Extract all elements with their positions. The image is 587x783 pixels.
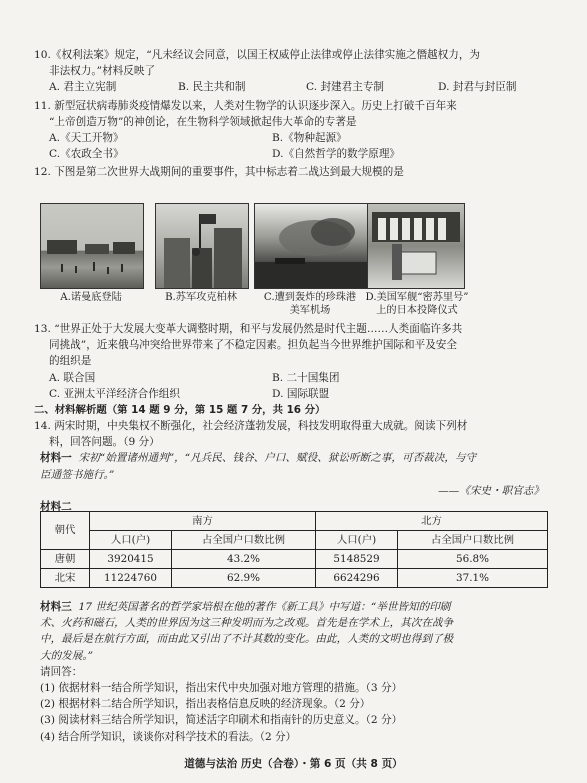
caption-c-line2: 美军机场 [289, 305, 331, 316]
photo-soviet-berlin[interactable] [155, 203, 249, 289]
q13-stem-3: 的组织是 [49, 355, 92, 368]
header-north: 北方 [316, 512, 548, 531]
q11-option-b[interactable]: B.《物种起源》 [272, 132, 347, 145]
header-dynasty: 朝代 [41, 512, 90, 550]
page-footer: 道德与法治 历史（合卷）・第 6 页（共 8 页） [184, 758, 403, 770]
cell-north-ratio: 37.1% [398, 569, 548, 588]
photo-pearl-harbor[interactable] [254, 203, 368, 289]
question-12 [34, 164, 564, 180]
material-3 [34, 599, 564, 745]
q13-option-c[interactable]: C. 亚洲太平洋经济合作组织 [49, 387, 180, 400]
material-3-line2: 术、火药和磁石，人类的世界因为这三种发明而为之改观。首先是在学术上，其次在战争 [40, 617, 454, 630]
caption-d [357, 291, 477, 317]
sub-question-2: (2) 根据材料二结合所学知识，指出表格信息反映的经济现象。（2 分） [40, 698, 371, 711]
header-north-pop: 人口(户) [316, 531, 398, 550]
q10-option-b[interactable]: B. 民主共和制 [178, 81, 246, 94]
q12-image-options [40, 203, 560, 323]
table-header-row-1 [41, 512, 548, 531]
cell-dynasty: 北宋 [41, 569, 90, 588]
q11-option-a[interactable]: A.《天工开物》 [49, 132, 124, 145]
cell-south-ratio: 62.9% [172, 569, 316, 588]
q11-options-row2 [34, 146, 564, 162]
caption-b: B.苏军攻克柏林 [165, 292, 237, 303]
q13-option-d[interactable]: D. 国际联盟 [272, 387, 330, 400]
material-1-text1: 宋初“始置诸州通判”，“凡兵民、钱谷、户口、赋役、狱讼听断之事，可否裁决，与守 [78, 452, 477, 465]
cell-south-pop: 3920415 [90, 550, 172, 569]
material-1-line1 [34, 450, 564, 466]
q14-stem-1: 14. 两宋时期，中央集权不断强化，社会经济蓬勃发展，科技发明取得重大成就。阅读下列材 [34, 420, 468, 432]
q10-option-d[interactable]: D. 封君与封臣制 [438, 81, 517, 94]
material-2-label: 材料二 [40, 501, 72, 514]
question-10 [34, 47, 564, 95]
q11-options-row1 [34, 130, 564, 146]
table-row [41, 550, 548, 569]
q13-option-a[interactable]: A. 联合国 [49, 371, 96, 384]
material-1-label: 材料一 [40, 452, 72, 465]
material-1-source: ——《宋史・职官志》 [438, 484, 544, 497]
q13-stem-1: 13. “世界正处于大发展大变革大调整时期，和平与发展仍然是时代主题……人类面临许多共 [34, 323, 463, 335]
cell-north-ratio: 56.8% [398, 550, 548, 569]
material-3-line3: 中，最后是在航行方面，而由此又引出了不计其数的变化。由此，人类的文明也得到了极 [40, 633, 454, 646]
q11-stem-1: 11. 新型冠状病毒肺炎疫情爆发以来，人类对生物学的认识逐步深入。历史上打破千百年来 [34, 100, 457, 112]
q10-option-c[interactable]: C. 封建君主专制 [306, 81, 385, 94]
material-3-line4: 大的发展。” [40, 649, 94, 662]
population-table [40, 511, 548, 588]
q10-stem-2: 非法权力。”材料反映了 [49, 65, 156, 78]
cell-north-pop: 5148529 [316, 550, 398, 569]
q10-option-a[interactable]: A. 君主立宪制 [49, 81, 117, 94]
header-south-pop: 人口(户) [90, 531, 172, 550]
q13-option-b[interactable]: B. 二十国集团 [272, 371, 340, 384]
cell-south-ratio: 43.2% [172, 550, 316, 569]
material-3-label: 材料三 [40, 601, 72, 613]
question-13 [34, 321, 564, 402]
q11-stem-2: “上帝创造万物”的神创论，在生物科学领域掀起伟大革命的专著是 [49, 116, 357, 129]
header-south-ratio: 占全国户口数比例 [172, 531, 316, 550]
q14-stem-2: 料，回答问题。（9 分） [49, 436, 160, 449]
q11-option-d[interactable]: D.《自然哲学的数学原理》 [272, 148, 401, 161]
question-14 [34, 418, 564, 515]
sub-question-4: (4) 结合所学知识，谈谈你对科学技术的看法。（2 分） [40, 730, 297, 743]
q13-stem-2: 同挑战”，近来俄乌冲突给世界带来了不稳定因素。担负起当今世界维护国际和平及安全 [49, 339, 457, 352]
cell-dynasty: 唐朝 [41, 550, 90, 569]
material-3-line1 [34, 599, 564, 615]
cell-south-pop: 11224760 [90, 569, 172, 588]
header-south: 南方 [90, 512, 316, 531]
caption-c [254, 291, 366, 317]
photo-missouri-surrender[interactable] [367, 203, 465, 289]
q13-options-row1 [34, 370, 564, 386]
photo-normandy-landing[interactable] [40, 203, 144, 289]
q10-stem-1: 10.《权利法案》规定，“凡未经议会同意，以国王权威停止法律或停止法律实施之僭越权力，为 [34, 49, 481, 61]
caption-c-line1: C.遭到轰炸的珍珠港 [263, 292, 357, 303]
answer-prompt: 请回答： [40, 665, 83, 678]
caption-d-line1: D.美国军舰“密苏里号” [365, 292, 469, 303]
cell-north-pop: 6624296 [316, 569, 398, 588]
sub-question-3: (3) 阅读材料三结合所学知识，简述活字印刷术和指南针的历史意义。（2 分） [40, 714, 403, 727]
q11-option-c[interactable]: C.《农政全书》 [49, 148, 124, 161]
material-3-text1: 17 世纪英国著名的哲学家培根在他的著作《新工具》中写道：“举世皆知的印刷 [78, 601, 451, 613]
caption-d-line2: 上的日本投降仪式 [376, 305, 458, 316]
q10-options [34, 79, 564, 95]
section-2-heading: 二、材料解析题（第 14 题 9 分，第 15 题 7 分，共 16 分） [34, 404, 326, 416]
table-row [41, 569, 548, 588]
q12-stem: 12. 下图是第二次世界大战期间的重要事件，其中标志着二战达到最大规模的是 [34, 166, 404, 178]
caption-a: A.诺曼底登陆 [60, 292, 122, 303]
question-11 [34, 98, 564, 162]
sub-question-1: (1) 依据材料一结合所学知识，指出宋代中央加强对地方管理的措施。（3 分） [40, 682, 403, 695]
material-1-line2: 臣通签书施行。” [40, 468, 115, 481]
table-header-row-2 [41, 531, 548, 550]
header-north-ratio: 占全国户口数比例 [398, 531, 548, 550]
q13-options-row2 [34, 386, 564, 402]
